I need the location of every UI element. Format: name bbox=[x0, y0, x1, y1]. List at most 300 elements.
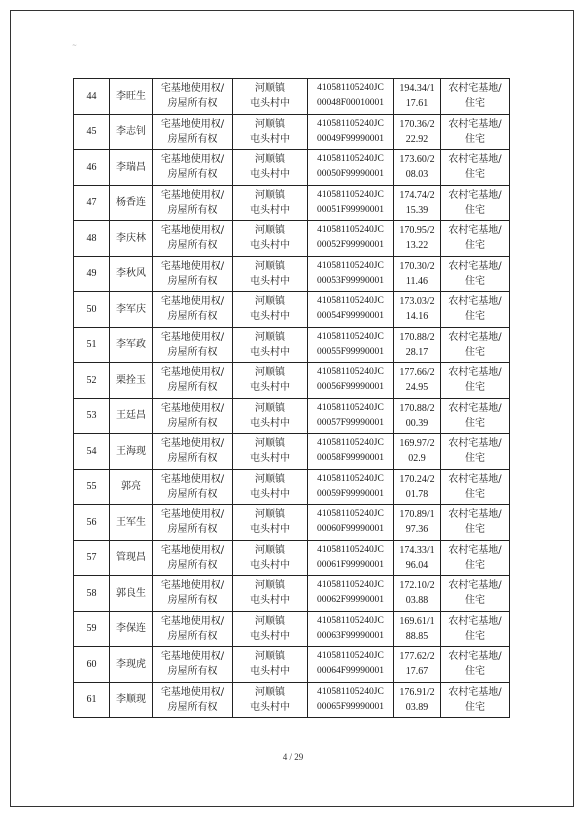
row-number-cell: 59 bbox=[74, 611, 110, 647]
location-cell-line: 河顺镇 bbox=[255, 118, 285, 130]
parcel-code-cell-line: 00057F99990001 bbox=[316, 417, 385, 428]
parcel-code-cell bbox=[308, 611, 394, 647]
land-use-cell bbox=[441, 398, 510, 434]
land-use-cell-line: 农村宅基地/ bbox=[448, 402, 502, 414]
location-cell-line: 屯头村中 bbox=[250, 98, 290, 110]
location-cell-line: 屯头村中 bbox=[250, 666, 290, 678]
owner-name-cell: 王廷昌 bbox=[110, 398, 153, 434]
parcel-code-cell-line: 410581105240JC bbox=[317, 260, 384, 271]
right-type-cell-line: 房屋所有权 bbox=[167, 169, 218, 181]
owner-name-cell: 李瑞昌 bbox=[110, 150, 153, 186]
location-cell-line: 屯头村中 bbox=[250, 346, 290, 358]
land-use-cell-line: 农村宅基地/ bbox=[448, 615, 502, 627]
land-use-cell-line: 住宅 bbox=[465, 346, 485, 358]
location-cell bbox=[233, 576, 308, 612]
location-cell bbox=[233, 363, 308, 399]
parcel-code-cell bbox=[308, 576, 394, 612]
right-type-cell bbox=[153, 469, 233, 505]
parcel-code-cell-line: 00054F99990001 bbox=[316, 311, 385, 322]
area-cell-line: 15.39 bbox=[405, 204, 429, 216]
parcel-code-cell bbox=[308, 79, 394, 115]
location-cell-line: 屯头村中 bbox=[250, 559, 290, 571]
owner-name-cell: 李军庆 bbox=[110, 292, 153, 328]
right-type-cell-line: 宅基地使用权/ bbox=[160, 651, 225, 663]
area-cell bbox=[394, 469, 441, 505]
right-type-cell bbox=[153, 682, 233, 718]
right-type-cell bbox=[153, 505, 233, 541]
location-cell bbox=[233, 647, 308, 683]
table-row bbox=[74, 540, 510, 576]
land-use-cell bbox=[441, 185, 510, 221]
parcel-code-cell-line: 00059F99990001 bbox=[316, 488, 385, 499]
owner-name-cell: 王军生 bbox=[110, 505, 153, 541]
area-cell-line: 176.91/2 bbox=[399, 686, 435, 698]
owner-name-cell: 李现虎 bbox=[110, 647, 153, 683]
right-type-cell-line: 宅基地使用权/ bbox=[160, 615, 225, 627]
right-type-cell-line: 房屋所有权 bbox=[167, 382, 218, 394]
right-type-cell-line: 宅基地使用权/ bbox=[160, 473, 225, 485]
right-type-cell-line: 房屋所有权 bbox=[167, 346, 218, 358]
right-type-cell-line: 宅基地使用权/ bbox=[160, 580, 225, 592]
parcel-code-cell-line: 410581105240JC bbox=[317, 402, 384, 413]
area-cell-line: 14.16 bbox=[405, 311, 429, 323]
area-cell bbox=[394, 114, 441, 150]
location-cell-line: 屯头村中 bbox=[250, 240, 290, 252]
land-use-cell-line: 住宅 bbox=[465, 240, 485, 252]
right-type-cell bbox=[153, 79, 233, 115]
area-cell bbox=[394, 185, 441, 221]
area-cell bbox=[394, 221, 441, 257]
right-type-cell bbox=[153, 150, 233, 186]
area-cell-line: 17.67 bbox=[405, 666, 429, 678]
row-number-cell: 60 bbox=[74, 647, 110, 683]
parcel-code-cell-line: 410581105240JC bbox=[317, 580, 384, 591]
parcel-code-cell-line: 410581105240JC bbox=[317, 189, 384, 200]
parcel-code-cell bbox=[308, 540, 394, 576]
location-cell-line: 河顺镇 bbox=[255, 509, 285, 521]
land-use-cell bbox=[441, 682, 510, 718]
parcel-code-cell-line: 00058F99990001 bbox=[316, 453, 385, 464]
area-cell-line: 88.85 bbox=[405, 630, 429, 642]
table-row bbox=[74, 79, 510, 115]
parcel-code-cell-line: 00050F99990001 bbox=[316, 169, 385, 180]
land-use-cell-line: 住宅 bbox=[465, 488, 485, 500]
parcel-code-cell bbox=[308, 150, 394, 186]
area-cell bbox=[394, 434, 441, 470]
land-use-cell-line: 住宅 bbox=[465, 595, 485, 607]
right-type-cell-line: 房屋所有权 bbox=[167, 666, 218, 678]
location-cell bbox=[233, 292, 308, 328]
owner-name-cell: 管现昌 bbox=[110, 540, 153, 576]
right-type-cell-line: 房屋所有权 bbox=[167, 453, 218, 465]
right-type-cell-line: 宅基地使用权/ bbox=[160, 83, 225, 95]
right-type-cell-line: 房屋所有权 bbox=[167, 204, 218, 216]
right-type-cell-line: 房屋所有权 bbox=[167, 240, 218, 252]
parcel-code-cell-line: 410581105240JC bbox=[317, 83, 384, 94]
right-type-cell bbox=[153, 540, 233, 576]
right-type-cell-line: 宅基地使用权/ bbox=[160, 367, 225, 379]
right-type-cell bbox=[153, 647, 233, 683]
land-use-cell-line: 住宅 bbox=[465, 98, 485, 110]
land-use-cell-line: 住宅 bbox=[465, 453, 485, 465]
parcel-code-cell bbox=[308, 647, 394, 683]
land-use-cell bbox=[441, 292, 510, 328]
right-type-cell bbox=[153, 398, 233, 434]
location-cell-line: 河顺镇 bbox=[255, 651, 285, 663]
land-use-cell bbox=[441, 256, 510, 292]
location-cell bbox=[233, 682, 308, 718]
location-cell-line: 屯头村中 bbox=[250, 275, 290, 287]
area-cell-line: 01.78 bbox=[405, 488, 429, 500]
location-cell bbox=[233, 150, 308, 186]
land-use-cell-line: 住宅 bbox=[465, 630, 485, 642]
land-use-cell-line: 农村宅基地/ bbox=[448, 154, 502, 166]
area-cell bbox=[394, 540, 441, 576]
area-cell bbox=[394, 363, 441, 399]
parcel-code-cell-line: 410581105240JC bbox=[317, 331, 384, 342]
location-cell-line: 屯头村中 bbox=[250, 204, 290, 216]
land-use-cell-line: 住宅 bbox=[465, 524, 485, 536]
row-number-cell: 61 bbox=[74, 682, 110, 718]
row-number-cell: 49 bbox=[74, 256, 110, 292]
owner-name-cell: 李志钊 bbox=[110, 114, 153, 150]
right-type-cell-line: 房屋所有权 bbox=[167, 275, 218, 287]
parcel-code-cell-line: 410581105240JC bbox=[317, 473, 384, 484]
location-cell-line: 河顺镇 bbox=[255, 260, 285, 272]
owner-name-cell: 栗拴玉 bbox=[110, 363, 153, 399]
location-cell-line: 屯头村中 bbox=[250, 417, 290, 429]
row-number-cell: 57 bbox=[74, 540, 110, 576]
parcel-code-cell-line: 00064F99990001 bbox=[316, 666, 385, 677]
area-cell-line: 174.74/2 bbox=[399, 189, 435, 201]
row-number-cell: 55 bbox=[74, 469, 110, 505]
row-number-cell: 58 bbox=[74, 576, 110, 612]
location-cell-line: 河顺镇 bbox=[255, 83, 285, 95]
row-number-cell: 44 bbox=[74, 79, 110, 115]
location-cell-line: 河顺镇 bbox=[255, 154, 285, 166]
parcel-code-cell-line: 00060F99990001 bbox=[316, 524, 385, 535]
right-type-cell-line: 宅基地使用权/ bbox=[160, 296, 225, 308]
parcel-code-cell bbox=[308, 434, 394, 470]
location-cell bbox=[233, 434, 308, 470]
area-cell-line: 03.88 bbox=[405, 595, 429, 607]
table-row bbox=[74, 327, 510, 363]
area-cell-line: 170.88/2 bbox=[399, 331, 435, 343]
owner-name-cell: 李保连 bbox=[110, 611, 153, 647]
owner-name-cell: 郭良生 bbox=[110, 576, 153, 612]
location-cell bbox=[233, 540, 308, 576]
parcel-code-cell bbox=[308, 363, 394, 399]
area-cell-line: 170.24/2 bbox=[399, 473, 435, 485]
location-cell bbox=[233, 79, 308, 115]
land-use-cell-line: 农村宅基地/ bbox=[448, 580, 502, 592]
land-use-cell-line: 农村宅基地/ bbox=[448, 225, 502, 237]
parcel-code-cell-line: 410581105240JC bbox=[317, 438, 384, 449]
right-type-cell-line: 房屋所有权 bbox=[167, 595, 218, 607]
location-cell bbox=[233, 221, 308, 257]
area-cell-line: 169.97/2 bbox=[399, 438, 435, 450]
location-cell bbox=[233, 469, 308, 505]
table-row bbox=[74, 363, 510, 399]
land-use-cell bbox=[441, 79, 510, 115]
area-cell-line: 17.61 bbox=[405, 98, 429, 110]
parcel-code-cell-line: 00063F99990001 bbox=[316, 630, 385, 641]
area-cell-line: 28.17 bbox=[405, 346, 429, 358]
location-cell-line: 河顺镇 bbox=[255, 189, 285, 201]
area-cell-line: 170.89/1 bbox=[399, 509, 435, 521]
land-use-cell-line: 农村宅基地/ bbox=[448, 367, 502, 379]
table-row bbox=[74, 292, 510, 328]
parcel-code-cell-line: 00052F99990001 bbox=[316, 240, 385, 251]
table-row bbox=[74, 682, 510, 718]
location-cell-line: 河顺镇 bbox=[255, 331, 285, 343]
land-use-cell bbox=[441, 540, 510, 576]
right-type-cell bbox=[153, 185, 233, 221]
table-row bbox=[74, 398, 510, 434]
area-cell-line: 00.39 bbox=[405, 417, 429, 429]
parcel-code-cell bbox=[308, 469, 394, 505]
land-use-cell-line: 住宅 bbox=[465, 382, 485, 394]
land-use-cell bbox=[441, 647, 510, 683]
owner-name-cell: 李旺生 bbox=[110, 79, 153, 115]
land-use-cell bbox=[441, 114, 510, 150]
location-cell-line: 河顺镇 bbox=[255, 473, 285, 485]
parcel-code-cell bbox=[308, 256, 394, 292]
area-cell-line: 97.36 bbox=[405, 524, 429, 536]
location-cell-line: 屯头村中 bbox=[250, 595, 290, 607]
table-body bbox=[74, 79, 510, 718]
right-type-cell bbox=[153, 327, 233, 363]
area-cell bbox=[394, 256, 441, 292]
area-cell-line: 24.95 bbox=[405, 382, 429, 394]
land-use-cell-line: 住宅 bbox=[465, 133, 485, 145]
location-cell-line: 河顺镇 bbox=[255, 225, 285, 237]
land-use-cell-line: 农村宅基地/ bbox=[448, 296, 502, 308]
right-type-cell bbox=[153, 114, 233, 150]
land-use-cell-line: 住宅 bbox=[465, 701, 485, 713]
row-number-cell: 54 bbox=[74, 434, 110, 470]
area-cell-line: 177.66/2 bbox=[399, 367, 435, 379]
right-type-cell-line: 房屋所有权 bbox=[167, 630, 218, 642]
location-cell-line: 河顺镇 bbox=[255, 367, 285, 379]
right-type-cell-line: 宅基地使用权/ bbox=[160, 118, 225, 130]
owner-name-cell: 李军政 bbox=[110, 327, 153, 363]
location-cell bbox=[233, 327, 308, 363]
location-cell-line: 河顺镇 bbox=[255, 544, 285, 556]
area-cell bbox=[394, 611, 441, 647]
parcel-code-cell-line: 410581105240JC bbox=[317, 154, 384, 165]
page-number: 4 / 29 bbox=[282, 752, 304, 762]
location-cell-line: 河顺镇 bbox=[255, 438, 285, 450]
land-use-cell bbox=[441, 469, 510, 505]
location-cell-line: 屯头村中 bbox=[250, 311, 290, 323]
area-cell bbox=[394, 576, 441, 612]
location-cell-line: 河顺镇 bbox=[255, 615, 285, 627]
scan-artifact-mark: ~ bbox=[72, 42, 78, 49]
right-type-cell-line: 宅基地使用权/ bbox=[160, 225, 225, 237]
area-cell-line: 177.62/2 bbox=[399, 651, 435, 663]
area-cell-line: 22.92 bbox=[405, 133, 429, 145]
parcel-code-cell bbox=[308, 185, 394, 221]
land-use-cell bbox=[441, 505, 510, 541]
location-cell-line: 屯头村中 bbox=[250, 453, 290, 465]
area-cell bbox=[394, 327, 441, 363]
area-cell-line: 96.04 bbox=[405, 559, 429, 571]
right-type-cell bbox=[153, 434, 233, 470]
parcel-code-cell-line: 00062F99990001 bbox=[316, 595, 385, 606]
right-type-cell-line: 房屋所有权 bbox=[167, 417, 218, 429]
land-use-cell-line: 农村宅基地/ bbox=[448, 651, 502, 663]
location-cell bbox=[233, 611, 308, 647]
land-use-cell-line: 农村宅基地/ bbox=[448, 83, 502, 95]
parcel-code-cell-line: 00048F00010001 bbox=[316, 98, 385, 109]
land-use-cell bbox=[441, 221, 510, 257]
location-cell-line: 屯头村中 bbox=[250, 701, 290, 713]
land-use-cell-line: 农村宅基地/ bbox=[448, 544, 502, 556]
land-use-cell-line: 住宅 bbox=[465, 417, 485, 429]
land-use-cell bbox=[441, 611, 510, 647]
location-cell-line: 屯头村中 bbox=[250, 488, 290, 500]
area-cell bbox=[394, 647, 441, 683]
parcel-code-cell-line: 00055F99990001 bbox=[316, 346, 385, 357]
right-type-cell-line: 宅基地使用权/ bbox=[160, 331, 225, 343]
area-cell-line: 194.34/1 bbox=[399, 83, 435, 95]
location-cell bbox=[233, 256, 308, 292]
location-cell-line: 河顺镇 bbox=[255, 580, 285, 592]
area-cell-line: 173.03/2 bbox=[399, 296, 435, 308]
right-type-cell bbox=[153, 221, 233, 257]
owner-name-cell: 杨香连 bbox=[110, 185, 153, 221]
area-cell-line: 170.88/2 bbox=[399, 402, 435, 414]
area-cell bbox=[394, 682, 441, 718]
right-type-cell bbox=[153, 363, 233, 399]
land-use-cell bbox=[441, 363, 510, 399]
land-use-cell-line: 农村宅基地/ bbox=[448, 473, 502, 485]
area-cell-line: 11.46 bbox=[405, 275, 429, 287]
location-cell bbox=[233, 185, 308, 221]
land-use-cell-line: 农村宅基地/ bbox=[448, 189, 502, 201]
right-type-cell-line: 宅基地使用权/ bbox=[160, 189, 225, 201]
parcel-code-cell-line: 00056F99990001 bbox=[316, 382, 385, 393]
owner-name-cell: 郭亮 bbox=[110, 469, 153, 505]
area-cell-line: 170.36/2 bbox=[399, 118, 435, 130]
location-cell-line: 河顺镇 bbox=[255, 686, 285, 698]
area-cell-line: 172.10/2 bbox=[399, 580, 435, 592]
right-type-cell bbox=[153, 576, 233, 612]
right-type-cell-line: 房屋所有权 bbox=[167, 133, 218, 145]
row-number-cell: 52 bbox=[74, 363, 110, 399]
parcel-code-cell bbox=[308, 327, 394, 363]
right-type-cell-line: 宅基地使用权/ bbox=[160, 686, 225, 698]
area-cell-line: 173.60/2 bbox=[399, 154, 435, 166]
area-cell-line: 170.30/2 bbox=[399, 260, 435, 272]
row-number-cell: 45 bbox=[74, 114, 110, 150]
right-type-cell-line: 宅基地使用权/ bbox=[160, 260, 225, 272]
location-cell-line: 屯头村中 bbox=[250, 524, 290, 536]
row-number-cell: 46 bbox=[74, 150, 110, 186]
location-cell bbox=[233, 505, 308, 541]
area-cell-line: 02.9 bbox=[408, 453, 426, 465]
land-use-cell-line: 农村宅基地/ bbox=[448, 509, 502, 521]
parcel-code-cell-line: 410581105240JC bbox=[317, 118, 384, 129]
area-cell bbox=[394, 398, 441, 434]
location-cell-line: 屯头村中 bbox=[250, 382, 290, 394]
parcel-code-cell-line: 410581105240JC bbox=[317, 367, 384, 378]
location-cell-line: 屯头村中 bbox=[250, 630, 290, 642]
right-type-cell-line: 房屋所有权 bbox=[167, 701, 218, 713]
land-use-cell bbox=[441, 434, 510, 470]
land-use-cell-line: 农村宅基地/ bbox=[448, 438, 502, 450]
right-type-cell-line: 房屋所有权 bbox=[167, 559, 218, 571]
row-number-cell: 47 bbox=[74, 185, 110, 221]
parcel-code-cell bbox=[308, 505, 394, 541]
land-use-cell-line: 农村宅基地/ bbox=[448, 118, 502, 130]
parcel-code-cell-line: 410581105240JC bbox=[317, 686, 384, 697]
location-cell-line: 河顺镇 bbox=[255, 402, 285, 414]
right-type-cell-line: 房屋所有权 bbox=[167, 98, 218, 110]
land-use-cell-line: 住宅 bbox=[465, 666, 485, 678]
row-number-cell: 53 bbox=[74, 398, 110, 434]
right-type-cell-line: 房屋所有权 bbox=[167, 524, 218, 536]
land-use-cell-line: 住宅 bbox=[465, 311, 485, 323]
parcel-code-cell bbox=[308, 682, 394, 718]
parcel-code-cell bbox=[308, 114, 394, 150]
parcel-code-cell-line: 00053F99990001 bbox=[316, 275, 385, 286]
area-cell-line: 08.03 bbox=[405, 169, 429, 181]
table-row bbox=[74, 221, 510, 257]
right-type-cell-line: 宅基地使用权/ bbox=[160, 544, 225, 556]
registration-table bbox=[73, 78, 510, 718]
location-cell bbox=[233, 114, 308, 150]
row-number-cell: 56 bbox=[74, 505, 110, 541]
parcel-code-cell-line: 00051F99990001 bbox=[316, 204, 385, 215]
right-type-cell-line: 宅基地使用权/ bbox=[160, 154, 225, 166]
right-type-cell-line: 房屋所有权 bbox=[167, 488, 218, 500]
land-use-cell bbox=[441, 327, 510, 363]
parcel-code-cell-line: 410581105240JC bbox=[317, 225, 384, 236]
land-use-cell bbox=[441, 576, 510, 612]
location-cell bbox=[233, 398, 308, 434]
right-type-cell bbox=[153, 292, 233, 328]
area-cell-line: 174.33/1 bbox=[399, 544, 435, 556]
land-use-cell-line: 农村宅基地/ bbox=[448, 260, 502, 272]
land-use-cell-line: 住宅 bbox=[465, 169, 485, 181]
parcel-code-cell-line: 00065F99990001 bbox=[316, 701, 385, 712]
owner-name-cell: 李秋风 bbox=[110, 256, 153, 292]
land-use-cell-line: 住宅 bbox=[465, 275, 485, 287]
owner-name-cell: 李庆林 bbox=[110, 221, 153, 257]
table-row bbox=[74, 611, 510, 647]
parcel-code-cell bbox=[308, 398, 394, 434]
parcel-code-cell-line: 410581105240JC bbox=[317, 544, 384, 555]
area-cell-line: 169.61/1 bbox=[399, 615, 435, 627]
parcel-code-cell-line: 00049F99990001 bbox=[316, 133, 385, 144]
right-type-cell-line: 宅基地使用权/ bbox=[160, 438, 225, 450]
table-row bbox=[74, 469, 510, 505]
parcel-code-cell-line: 410581105240JC bbox=[317, 651, 384, 662]
parcel-code-cell-line: 410581105240JC bbox=[317, 509, 384, 520]
right-type-cell-line: 宅基地使用权/ bbox=[160, 402, 225, 414]
parcel-code-cell bbox=[308, 221, 394, 257]
location-cell-line: 屯头村中 bbox=[250, 169, 290, 181]
right-type-cell bbox=[153, 256, 233, 292]
table-row bbox=[74, 647, 510, 683]
area-cell bbox=[394, 505, 441, 541]
parcel-code-cell-line: 410581105240JC bbox=[317, 296, 384, 307]
land-use-cell-line: 住宅 bbox=[465, 559, 485, 571]
land-use-cell-line: 农村宅基地/ bbox=[448, 331, 502, 343]
parcel-code-cell-line: 410581105240JC bbox=[317, 615, 384, 626]
